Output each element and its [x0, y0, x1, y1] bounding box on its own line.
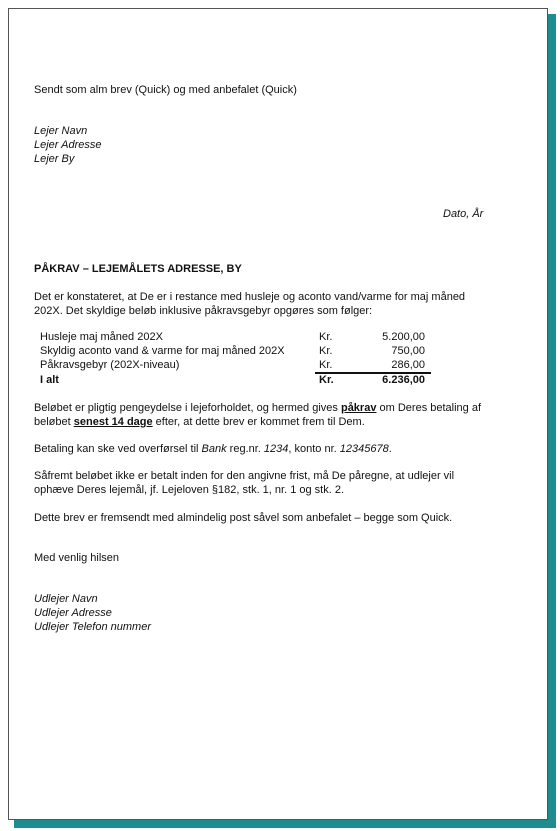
- sent-note: Dette brev er fremsendt med almindelig post såvel som anbefalet – begge som Quick.: [34, 512, 453, 524]
- letter-page: [8, 8, 548, 820]
- payment-account-number: 12345678: [339, 443, 389, 455]
- landlord-address: Udlejer Adresse: [34, 607, 112, 619]
- header-note: Sendt som alm brev (Quick) og med anbefalet (Quick): [34, 84, 297, 96]
- table-total-currency: Kr.: [319, 374, 334, 386]
- payment-bank: Bank: [201, 443, 227, 455]
- payment-reg-number: 1234: [263, 443, 289, 455]
- table-row-label: Husleje maj måned 202X: [40, 331, 163, 343]
- obligation-line-1: [34, 401, 481, 415]
- table-row-label: Påkravsgebyr (202X-niveau): [40, 359, 180, 371]
- table-row-label: Skyldig aconto vand & varme for maj måned 202X: [40, 345, 285, 357]
- payment-text: , konto nr.: [288, 443, 340, 455]
- table-row-currency: Kr.: [319, 345, 333, 357]
- payment-line: [34, 442, 392, 456]
- obligation-line-2: [34, 415, 365, 429]
- payment-text: Betaling kan ske ved overførsel til: [34, 443, 202, 455]
- landlord-phone: Udlejer Telefon nummer: [34, 621, 151, 633]
- intro-line-1: Det er konstateret, at De er i restance med husleje og aconto vand/varme for maj måned: [34, 291, 466, 303]
- recipient-address: Lejer Adresse: [34, 139, 102, 151]
- payment-text: reg.nr.: [226, 443, 264, 455]
- obligation-demand: påkrav: [340, 402, 377, 414]
- obligation-deadline: senest 14 dage: [73, 416, 153, 428]
- landlord-name: Udlejer Navn: [34, 593, 98, 605]
- table-total-label: I alt: [40, 374, 59, 386]
- payment-text: .: [388, 443, 392, 455]
- letter-date: Dato, År: [443, 208, 484, 220]
- table-row-currency: Kr.: [319, 331, 333, 343]
- warning-line-1: Såfremt beløbet ikke er betalt inden for den angivne frist, må De påregne, at udlejer vil: [34, 470, 455, 482]
- intro-line-2: 202X. Det skyldige beløb inklusive påkravsgebyr opgøres som følger:: [34, 305, 373, 317]
- obligation-text: beløbet: [34, 416, 74, 428]
- table-row-amount: 286,00: [391, 359, 425, 371]
- warning-line-2: ophæve Deres lejemål, jf. Lejeloven §182, stk. 1, nr. 1 og stk. 2.: [34, 484, 345, 496]
- letter-title: PÅKRAV – LEJEMÅLETS ADRESSE, BY: [34, 263, 242, 275]
- table-row-amount: 5.200,00: [382, 331, 425, 343]
- obligation-text: efter, at dette brev er kommet frem til Dem.: [152, 416, 365, 428]
- closing: Med venlig hilsen: [34, 552, 119, 564]
- table-row-amount: 750,00: [391, 345, 425, 357]
- obligation-text: om Deres betaling af: [376, 402, 482, 414]
- recipient-name: Lejer Navn: [34, 125, 88, 137]
- recipient-city: Lejer By: [34, 153, 75, 165]
- obligation-text: Beløbet er pligtig pengeydelse i lejeforholdet, og hermed gives: [34, 402, 341, 414]
- table-row-currency: Kr.: [319, 359, 333, 371]
- table-total-amount: 6.236,00: [382, 374, 425, 386]
